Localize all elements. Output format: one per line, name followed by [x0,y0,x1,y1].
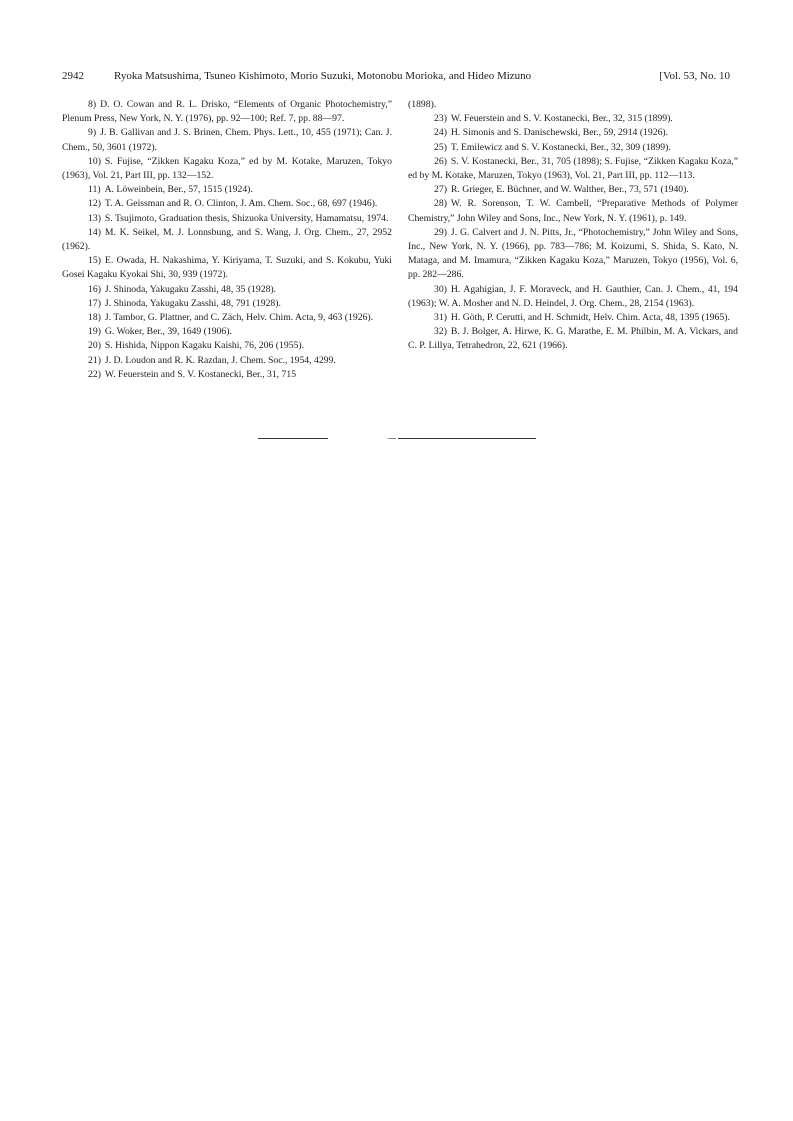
reference-item: 19) G. Woker, Ber., 39, 1649 (1906). [88,326,232,338]
reference-item: 11) A. Löweinbein, Ber., 57, 1515 (1924). [88,184,253,196]
reference-item: 15) E. Owada, H. Nakashima, Y. Kiriyama, T. Suzuki, and S. Kokubu, Yuki Gosei Kagaku Kyokai Shi, 30, 939 (1972). [62,255,392,281]
reference-item: 23) W. Feuerstein and S. V. Kostanecki, Ber., 32, 315 (1899). [434,113,673,125]
reference-item: 21) J. D. Loudon and R. K. Razdan, J. Chem. Soc., 1954, 4299. [88,354,336,366]
reference-item: 8) D. O. Cowan and R. L. Drisko, “Elements of Organic Photochemistry,” Plenum Press, New York, N. Y. (1976), pp. 92—100; Ref. 7, pp. 88—97. [62,99,392,125]
reference-item: 17) J. Shinoda, Yakugaku Zasshi, 48, 791 (1928). [88,297,281,309]
reference-item: 24) H. Simonis and S. Danischewski, Ber., 59, 2914 (1926). [434,127,669,139]
reference-item: 14) M. K. Seikel, M. J. Lonnsbung, and S. Wang, J. Org. Chem., 27, 2952 (1962). [62,226,392,253]
reference-item: 20) S. Hishida, Nippon Kagaku Kaishi, 76, 206 (1955). [88,340,305,352]
references-right-column [408,98,738,354]
reference-item: 10) S. Fujise, “Zikken Kagaku Koza,” ed by M. Kotake, Maruzen, Tokyo (1963), Vol. 21, Part III, pp. 132—152. [62,155,392,182]
reference-item: 27) R. Grieger, E. Büchner, and W. Walther, Ber., 73, 571 (1940). [434,184,689,196]
running-header [62,68,730,84]
end-rule [398,438,536,439]
reference-continuation: (1898). [408,99,437,110]
end-rule [258,438,328,439]
reference-item: 32) B. J. Bolger, A. Hirwe, K. G. Marathe, E. M. Philbin, M. A. Vickars, and C. P. Lillya, Tetrahedron, 22, 621 (1966). [408,326,738,352]
reference-item: 25) T. Emilewicz and S. V. Kostanecki, Ber., 32, 309 (1899). [434,141,671,153]
reference-item: 12) T. A. Geissman and R. O. Clinton, J. Am. Chem. Soc., 68, 697 (1946). [88,198,378,210]
end-rule-dot [388,438,396,439]
reference-item: 28) W. R. Sorenson, T. W. Cambell, “Preparative Methods of Polymer Chemistry,” John Wiley and Sons, Inc., New York, N. Y. (1961), p. 149. [408,198,738,224]
reference-item: 31) H. Göth, P. Cerutti, and H. Schmidt, Helv. Chim. Acta, 48, 1395 (1965). [434,312,730,324]
reference-item: 13) S. Tsujimoto, Graduation thesis, Shizuoka University, Hamamatsu, 1974. [88,212,389,224]
running-authors: Ryoka Matsushima, Tsuneo Kishimoto, Morio Suzuki, Motonobu Morioka, and Hideo Mizuno [114,70,532,82]
reference-item: 22) W. Feuerstein and S. V. Kostanecki, Ber., 31, 715 [88,368,297,380]
reference-item: 26) S. V. Kostanecki, Ber., 31, 705 (1898); S. Fujise, “Zikken Kagaku Koza,” ed by M. Kotake, Maruzen, Tokyo (1963), Vol. 21, Part III, pp. 112—113. [408,155,738,182]
references-left-column [62,98,392,382]
page-number: 2942 [62,70,84,82]
reference-item: 18) J. Tambor, G. Plattner, and C. Zäch, Helv. Chim. Acta, 9, 463 (1926). [88,312,374,324]
reference-item: 29) J. G. Calvert and J. N. Pitts, Jr., “Photochemistry,” John Wiley and Sons, Inc., New York, N. Y. (1966), pp. 783—786; M. Koizumi, S. Shida, S. Kato, N. Mataga, and M. Imamura, “Zikken Kagaku Koza,” Maruzen, Tokyo (1956), Vol. 6, pp. 282—286. [408,226,738,281]
reference-item: 30) H. Agahigian, J. F. Moraveck, and H. Gauthier, Can. J. Chem., 41, 194 (1963); W. A. Mosher and N. D. Heindel, J. Org. Chem., 28, 2154 (1963). [408,283,738,309]
volume-info: [Vol. 53, No. 10 [659,70,730,82]
reference-item: 9) J. B. Gallivan and J. S. Brinen, Chem. Phys. Lett., 10, 455 (1971); Can. J. Chem., 50, 3601 (1972). [62,127,392,153]
reference-item: 16) J. Shinoda, Yakugaku Zasshi, 48, 35 (1928). [88,283,277,295]
